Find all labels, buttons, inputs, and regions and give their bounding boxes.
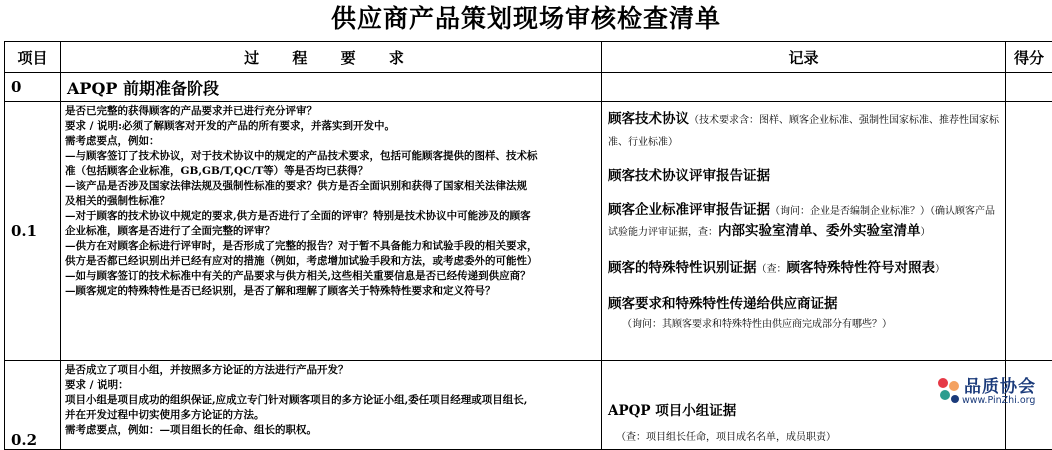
record-entry [608, 200, 1001, 242]
record-tail: ） [921, 227, 931, 238]
process-line: 及相关的强制性标准？ [65, 194, 597, 209]
process-line: 供方是否都已经识别出并已经有应对的措施（例如，考虑增加试验手段和方法，或考虑委外的可能性） [65, 254, 597, 269]
process-line: —如与顾客签订的技术标准中有关的产品要求与供方相关,这些相关重要信息是否已经传递到供应商？ [65, 269, 597, 284]
header-item: 项目 [5, 42, 61, 73]
process-line: 需考虑要点，例如： [65, 134, 597, 149]
record-title: 顾客的特殊特性识别证据 [608, 260, 757, 276]
record-emphasis: 顾客特殊特性符号对照表 [787, 260, 936, 276]
header-record: 记录 [602, 42, 1006, 73]
logo-mark-icon [934, 373, 964, 409]
record-title: 顾客技术协议评审报告证据 [608, 168, 770, 184]
record-note: （询问：其顾客要求和特殊特性由供应商完成部分有哪些？） [622, 319, 892, 330]
record-entry [608, 108, 1001, 152]
record-entry [608, 256, 1001, 276]
process-line: 项目小组是项目成功的组织保证,应成立专门针对顾客项目的多方论证小组,委任项目经理或项目组长, [65, 393, 597, 408]
row-number: 0 [5, 73, 61, 102]
record-cell [602, 102, 1006, 361]
header-row [5, 42, 1052, 73]
row-number: 0.1 [5, 102, 61, 361]
record-title: 顾客企业标准评审报告证据 [608, 202, 770, 218]
record-entry [608, 164, 1001, 184]
header-score: 得分 [1006, 42, 1052, 73]
process-line: 要求 / 说明:必须了解顾客对开发的产品的所有要求，并落实到开发中。 [65, 119, 597, 134]
process-line: 准（包括顾客企业标准，GB,GB/T,QC/T等）等是否均已获得？ [65, 164, 597, 179]
score-cell[interactable] [1006, 73, 1052, 102]
stage-title: APQP 前期准备阶段 [61, 73, 602, 102]
process-line: 是否已完整的获得顾客的产品要求并已进行充分评审？ [65, 104, 597, 119]
process-line: 要求 / 说明： [65, 378, 597, 393]
record-cell [602, 73, 1006, 102]
record-title: APQP 项目小组证据 [608, 403, 736, 419]
process-requirements [61, 102, 602, 361]
record-entry [608, 425, 1001, 444]
document-title: 供应商产品策划现场审核检查清单 [0, 0, 1052, 38]
table-row-0-2 [5, 361, 1052, 450]
logo-name: 品质协会 [964, 372, 1036, 397]
process-line: —顾客规定的特殊特性是否已经识别，是否了解和理解了顾客关于特殊特性要求和定义符号？ [65, 284, 597, 299]
record-note: （技术要求含：图样、顾客企业标准、强制性国家标准、推荐性国家标准、行业标准） [608, 115, 999, 148]
process-line: —该产品是否涉及国家法律法规及强制性标准的要求？供方是否全面识别和获得了国家相关法律法规 [65, 179, 597, 194]
process-line: 是否成立了项目小组，并按照多方论证的方法进行产品开发？ [65, 363, 597, 378]
process-line: —与顾客签订了技术协议，对于技术协议中的规定的产品技术要求，包括可能顾客提供的图样、技术标 [65, 149, 597, 164]
table-row-0-1 [5, 102, 1052, 361]
record-title: 顾客技术协议 [608, 111, 689, 127]
record-entry [608, 312, 1001, 331]
record-note: （查： [757, 264, 787, 275]
record-note: （询问：企业是否编制企业标准？）（确认顾客产品试验能力评审证据，查： [608, 206, 995, 238]
logo-url: www.PinZhi.org [962, 395, 1035, 406]
process-line: 并在开发过程中切实使用多方论证的方法。 [65, 408, 597, 423]
process-line: —供方在对顾客企标进行评审时，是否形成了完整的报告？对于暂不具备能力和试验手段的相关要求， [65, 239, 597, 254]
score-cell[interactable] [1006, 102, 1052, 361]
checklist-table [4, 41, 1052, 450]
record-title: 顾客要求和特殊特性传递给供应商证据 [608, 296, 838, 312]
process-line: 企业标准，顾客是否进行了全面完整的评审？ [65, 224, 597, 239]
record-tail: ） [935, 264, 945, 275]
record-note: （查：项目组长任命，项目成名名单，成员职责） [616, 432, 836, 443]
header-process: 过 程 要 求 [61, 42, 602, 73]
record-emphasis: 内部实验室清单、委外实验室清单 [718, 223, 921, 239]
row-number: 0.2 [5, 361, 61, 450]
process-line: 需考虑要点，例如：—项目组长的任命、组长的职权。 [65, 423, 597, 438]
table-row-0 [5, 73, 1052, 102]
process-line: —对于顾客的技术协议中规定的要求,供方是否进行了全面的评审？特别是技术协议中可能涉及的顾客 [65, 209, 597, 224]
record-entry [608, 292, 1001, 312]
process-requirements [61, 361, 602, 450]
watermark-logo [934, 372, 1052, 411]
